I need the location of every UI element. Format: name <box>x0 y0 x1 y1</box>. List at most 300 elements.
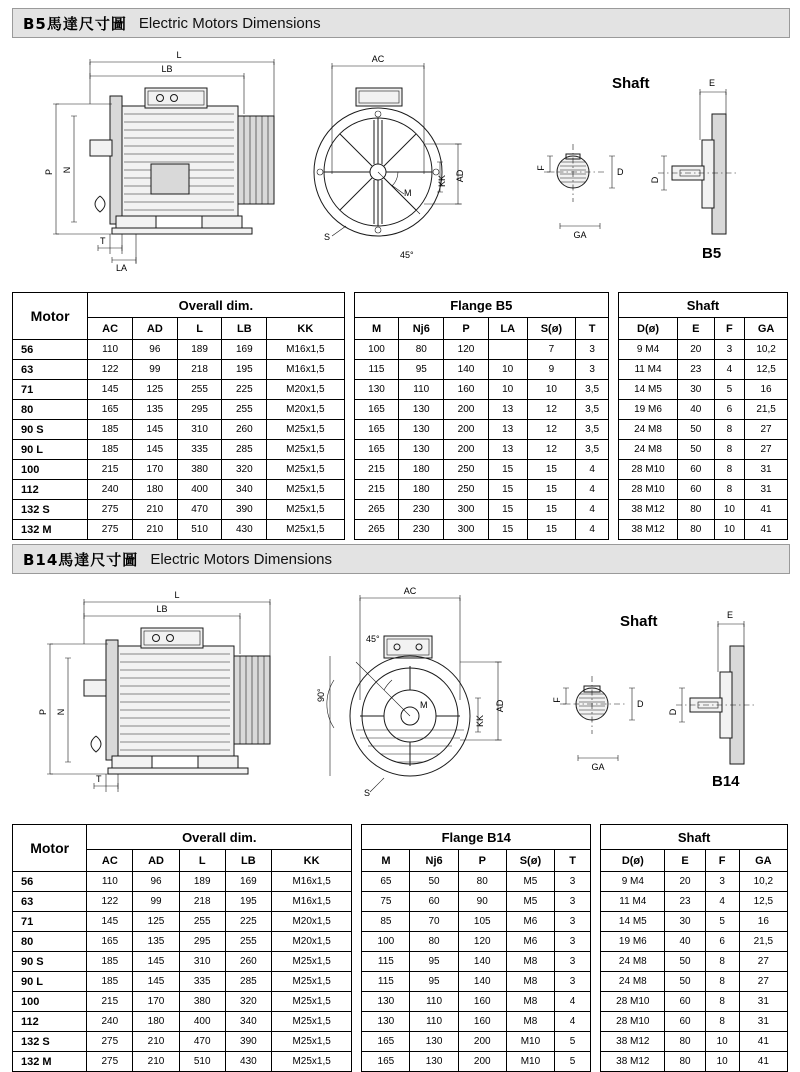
table-column-gap <box>352 932 362 952</box>
table-cell: 12 <box>527 420 576 440</box>
table-cell <box>488 340 527 360</box>
table-cell-model: 132 M <box>13 520 88 540</box>
table-cell-model: 71 <box>13 912 87 932</box>
table-cell: 189 <box>177 340 222 360</box>
table-cell: 122 <box>88 360 133 380</box>
table-cell-model: 100 <box>13 460 88 480</box>
table-column-gap <box>344 520 354 540</box>
table-b14-col-AD: AD <box>133 850 179 872</box>
table-cell: 10,2 <box>745 340 788 360</box>
table-cell: 28 M10 <box>619 460 678 480</box>
table-cell: 15 <box>527 500 576 520</box>
table-cell: 285 <box>222 440 267 460</box>
table-cell: 9 <box>527 360 576 380</box>
table-row <box>13 340 788 360</box>
dim-label-D2-b14: D <box>668 708 678 716</box>
table-cell: 31 <box>745 460 788 480</box>
table-b5-col-S: S(ø) <box>527 318 576 340</box>
table-cell: M25x1,5 <box>271 1052 351 1072</box>
table-row <box>13 1052 788 1072</box>
table-cell: 50 <box>678 440 715 460</box>
table-cell: 295 <box>177 400 222 420</box>
shaft-type-b14: B14 <box>712 773 740 790</box>
table-b5-col-AC: AC <box>88 318 133 340</box>
table-cell: 10 <box>488 380 527 400</box>
table-cell: 180 <box>132 480 177 500</box>
table-cell: 50 <box>665 952 705 972</box>
table-cell: 5 <box>714 380 745 400</box>
table-cell: 510 <box>179 1052 225 1072</box>
table-cell: 19 M6 <box>601 932 665 952</box>
table-cell: M5 <box>506 872 554 892</box>
table-cell: 165 <box>88 400 133 420</box>
table-cell: 11 M4 <box>619 360 678 380</box>
table-cell: 80 <box>410 932 458 952</box>
motor-side-view-b5 <box>44 50 274 273</box>
table-column-gap <box>591 912 601 932</box>
table-cell: 8 <box>705 952 739 972</box>
table-row <box>13 380 788 400</box>
table-cell: 28 M10 <box>619 480 678 500</box>
table-cell: 60 <box>678 460 715 480</box>
table-cell: 100 <box>362 932 410 952</box>
table-cell: 99 <box>133 892 179 912</box>
table-cell: M8 <box>506 1012 554 1032</box>
table-cell: 430 <box>225 1052 271 1072</box>
table-cell: 145 <box>133 952 179 972</box>
table-column-gap <box>608 380 618 400</box>
table-cell: 24 M8 <box>601 972 665 992</box>
table-row <box>13 912 788 932</box>
table-cell: 169 <box>225 872 271 892</box>
table-cell: 125 <box>133 912 179 932</box>
table-column-gap <box>352 912 362 932</box>
table-cell: M20x1,5 <box>267 400 344 420</box>
table-b5-col-LB: LB <box>222 318 267 340</box>
table-cell: 8 <box>714 420 745 440</box>
table-cell: 50 <box>410 872 458 892</box>
table-cell: 4 <box>705 892 739 912</box>
table-row <box>13 420 788 440</box>
table-cell-model: 90 L <box>13 440 88 460</box>
table-b5-group-shaft: Shaft <box>619 293 788 318</box>
table-cell: 15 <box>527 460 576 480</box>
table-row <box>13 440 788 460</box>
table-cell: 80 <box>665 1052 705 1072</box>
table-cell: M25x1,5 <box>267 460 344 480</box>
table-column-gap <box>352 1052 362 1072</box>
table-cell: 3 <box>555 972 591 992</box>
section-title-cjk-b14: B14馬達尺寸圖 <box>23 550 139 569</box>
table-cell: 60 <box>665 992 705 1012</box>
table-cell: M6 <box>506 932 554 952</box>
table-cell: 38 M12 <box>601 1052 665 1072</box>
table-column-gap <box>608 460 618 480</box>
table-cell: 240 <box>87 1012 133 1032</box>
table-cell: M25x1,5 <box>271 992 351 1012</box>
table-cell: M20x1,5 <box>267 380 344 400</box>
section-header-b14 <box>12 544 790 574</box>
table-cell: 4 <box>714 360 745 380</box>
table-cell: 215 <box>88 460 133 480</box>
table-cell: 218 <box>179 892 225 912</box>
table-column-gap <box>591 1012 601 1032</box>
table-cell: 41 <box>739 1052 787 1072</box>
table-cell: 96 <box>133 872 179 892</box>
table-column-gap <box>608 360 618 380</box>
table-cell: 380 <box>179 992 225 1012</box>
table-cell: M25x1,5 <box>271 952 351 972</box>
table-cell: 4 <box>576 480 609 500</box>
table-b14-col-KK: KK <box>271 850 351 872</box>
table-cell: 13 <box>488 440 527 460</box>
table-cell: 8 <box>705 972 739 992</box>
dim-label-P-b14: P <box>38 708 48 716</box>
table-cell: 135 <box>132 400 177 420</box>
table-b5-col-KK: KK <box>267 318 344 340</box>
section-title-cjk-b5: B5馬達尺寸圖 <box>23 14 127 33</box>
table-cell: 15 <box>488 460 527 480</box>
table-cell: 38 M12 <box>619 520 678 540</box>
table-b5-col-GA: GA <box>745 318 788 340</box>
table-cell: M16x1,5 <box>267 340 344 360</box>
table-cell: 340 <box>222 480 267 500</box>
table-cell: 5 <box>555 1032 591 1052</box>
table-cell: 10 <box>705 1032 739 1052</box>
table-cell: 140 <box>458 972 506 992</box>
dim-label-AC-b14: AC <box>403 586 417 596</box>
table-cell: 30 <box>665 912 705 932</box>
table-cell: M8 <box>506 952 554 972</box>
table-cell: 80 <box>458 872 506 892</box>
table-cell: 400 <box>179 1012 225 1032</box>
table-cell: 8 <box>714 440 745 460</box>
table-row <box>13 952 788 972</box>
table-row <box>13 892 788 912</box>
table-cell: 140 <box>444 360 489 380</box>
table-cell: 27 <box>739 952 787 972</box>
dim-label-T-b14: T <box>96 774 102 784</box>
table-cell: 265 <box>354 520 399 540</box>
table-b14-col-S: S(ø) <box>506 850 554 872</box>
table-cell: M25x1,5 <box>267 500 344 520</box>
table-cell: 75 <box>362 892 410 912</box>
table-row <box>13 992 788 1012</box>
table-b14 <box>12 824 788 1072</box>
table-cell: 225 <box>225 912 271 932</box>
table-cell: 5 <box>705 912 739 932</box>
table-cell: 165 <box>354 420 399 440</box>
table-cell: 80 <box>399 340 444 360</box>
section-title-en-b5: Electric Motors Dimensions <box>138 14 321 32</box>
table-b5 <box>12 292 788 540</box>
table-b5-motor-header: Motor <box>13 293 88 340</box>
table-b5-col-M: M <box>354 318 399 340</box>
table-b14-group-shaft: Shaft <box>601 825 788 850</box>
table-column-gap <box>608 420 618 440</box>
table-cell: 60 <box>678 480 715 500</box>
table-b14-col-GA: GA <box>739 850 787 872</box>
table-cell: 3,5 <box>576 440 609 460</box>
table-column-gap <box>608 440 618 460</box>
table-cell: 250 <box>444 480 489 500</box>
table-cell: 12,5 <box>745 360 788 380</box>
table-cell: 195 <box>222 360 267 380</box>
table-column-gap <box>591 892 601 912</box>
dim-label-S-b14: S <box>364 788 371 798</box>
dim-label-D: D <box>617 167 624 177</box>
table-column-gap <box>591 992 601 1012</box>
table-cell: M25x1,5 <box>271 1012 351 1032</box>
table-column-gap <box>352 872 362 892</box>
table-cell: 165 <box>87 932 133 952</box>
table-cell: M10 <box>506 1052 554 1072</box>
shaft-title-b5: Shaft <box>612 75 650 92</box>
table-cell: 210 <box>133 1052 179 1072</box>
table-column-gap <box>352 1032 362 1052</box>
table-cell: 115 <box>354 360 399 380</box>
table-cell: 125 <box>132 380 177 400</box>
table-cell: 4 <box>555 1012 591 1032</box>
table-cell: 230 <box>399 520 444 540</box>
table-cell: 135 <box>133 932 179 952</box>
table-cell: 41 <box>745 500 788 520</box>
table-column-gap <box>608 520 618 540</box>
table-cell: 4 <box>576 520 609 540</box>
table-cell: 20 <box>665 872 705 892</box>
table-b14-group-flange: Flange B14 <box>362 825 591 850</box>
table-b14-col-M: M <box>362 850 410 872</box>
table-cell: 40 <box>678 400 715 420</box>
table-cell: 8 <box>714 480 745 500</box>
table-cell: 99 <box>132 360 177 380</box>
table-cell: 9 M4 <box>601 872 665 892</box>
table-cell: M20x1,5 <box>271 932 351 952</box>
table-cell: 3,5 <box>576 420 609 440</box>
table-cell: 335 <box>177 440 222 460</box>
table-column-gap <box>608 480 618 500</box>
dim-label-D-b14: D <box>637 699 644 709</box>
table-cell: 50 <box>665 972 705 992</box>
table-cell: 3 <box>714 340 745 360</box>
table-b5-col-AD: AD <box>132 318 177 340</box>
table-cell: 189 <box>179 872 225 892</box>
table-cell: 320 <box>222 460 267 480</box>
table-cell: 60 <box>410 892 458 912</box>
table-column-gap <box>344 380 354 400</box>
dim-label-GA: GA <box>573 230 587 240</box>
table-cell: 275 <box>87 1052 133 1072</box>
table-cell: 31 <box>739 992 787 1012</box>
table-cell: 7 <box>527 340 576 360</box>
table-cell: 130 <box>362 1012 410 1032</box>
table-cell: 185 <box>87 972 133 992</box>
table-cell: 90 <box>458 892 506 912</box>
table-cell: 470 <box>179 1032 225 1052</box>
table-cell: 4 <box>576 460 609 480</box>
table-cell-model: 100 <box>13 992 87 1012</box>
table-column-gap <box>591 932 601 952</box>
table-column-gap <box>591 872 601 892</box>
dim-label-LB-b14: LB <box>156 604 168 614</box>
dim-label-AD: AD <box>455 169 465 183</box>
table-cell: 145 <box>132 440 177 460</box>
table-cell: M5 <box>506 892 554 912</box>
table-column-gap <box>344 360 354 380</box>
table-column-gap <box>352 952 362 972</box>
table-cell: 115 <box>362 972 410 992</box>
table-cell: M25x1,5 <box>267 520 344 540</box>
table-column-gap <box>608 400 618 420</box>
table-cell: 30 <box>678 380 715 400</box>
table-cell: 130 <box>399 420 444 440</box>
table-cell: 380 <box>177 460 222 480</box>
table-cell: 3 <box>705 872 739 892</box>
table-column-gap <box>344 500 354 520</box>
table-cell: 255 <box>225 932 271 952</box>
table-cell: 320 <box>225 992 271 1012</box>
table-cell: 8 <box>705 992 739 1012</box>
table-cell: 31 <box>745 480 788 500</box>
table-b5-col-Nj6: Nj6 <box>399 318 444 340</box>
table-cell: 400 <box>177 480 222 500</box>
table-cell: 80 <box>678 500 715 520</box>
table-cell-model: 90 S <box>13 952 87 972</box>
table-b14-motor-header: Motor <box>13 825 87 872</box>
table-cell: 275 <box>88 520 133 540</box>
table-cell: 12,5 <box>739 892 787 912</box>
shaft-title-b14: Shaft <box>620 613 658 630</box>
dim-label-F: F <box>536 165 546 171</box>
table-column-gap <box>608 500 618 520</box>
dim-label-angle45-b14: 45° <box>366 634 380 644</box>
table-cell: 130 <box>410 1032 458 1052</box>
table-cell: 215 <box>87 992 133 1012</box>
table-b5-col-E: E <box>678 318 715 340</box>
table-b14-col-D: D(ø) <box>601 850 665 872</box>
table-b14-col-T: T <box>555 850 591 872</box>
table-row <box>13 360 788 380</box>
table-cell: 27 <box>745 420 788 440</box>
dim-label-E-b14: E <box>726 610 734 620</box>
table-cell: 3 <box>555 952 591 972</box>
table-cell: 210 <box>133 1032 179 1052</box>
table-cell-model: 90 S <box>13 420 88 440</box>
table-column-gap <box>352 1012 362 1032</box>
table-b14-col-AC: AC <box>87 850 133 872</box>
table-cell: 27 <box>739 972 787 992</box>
table-cell: 145 <box>133 972 179 992</box>
table-b5-col-T: T <box>576 318 609 340</box>
table-cell: 285 <box>225 972 271 992</box>
table-b5-col-LA: LA <box>488 318 527 340</box>
table-cell: 340 <box>225 1012 271 1032</box>
table-row <box>13 520 788 540</box>
table-row <box>13 1032 788 1052</box>
table-cell: 27 <box>745 440 788 460</box>
table-column-gap <box>344 480 354 500</box>
table-cell: 105 <box>458 912 506 932</box>
table-cell: 180 <box>399 460 444 480</box>
table-cell: 195 <box>225 892 271 912</box>
table-cell: 96 <box>132 340 177 360</box>
table-cell: M16x1,5 <box>271 872 351 892</box>
table-b5-group-overall: Overall dim. <box>88 293 344 318</box>
table-cell: 145 <box>87 912 133 932</box>
dim-label-KK-b14: KK <box>475 714 485 728</box>
table-cell: 110 <box>399 380 444 400</box>
table-cell: 130 <box>354 380 399 400</box>
table-cell-model: 90 L <box>13 972 87 992</box>
table-cell: 115 <box>362 952 410 972</box>
table-cell: 210 <box>132 500 177 520</box>
table-cell: 11 M4 <box>601 892 665 912</box>
table-cell: 50 <box>678 420 715 440</box>
table-b14-group-overall: Overall dim. <box>87 825 352 850</box>
table-column-gap <box>608 340 618 360</box>
table-cell: 295 <box>179 932 225 952</box>
table-cell: 255 <box>179 912 225 932</box>
table-cell: 95 <box>410 952 458 972</box>
table-cell: 60 <box>665 1012 705 1032</box>
table-cell: 3,5 <box>576 380 609 400</box>
table-cell: 10 <box>705 1052 739 1072</box>
table-cell: M25x1,5 <box>271 972 351 992</box>
table-cell-model: 80 <box>13 932 87 952</box>
table-cell: 170 <box>132 460 177 480</box>
table-cell: 41 <box>739 1032 787 1052</box>
table-cell: 215 <box>354 480 399 500</box>
table-cell: 390 <box>225 1032 271 1052</box>
table-cell: 21,5 <box>739 932 787 952</box>
table-cell-model: 80 <box>13 400 88 420</box>
table-cell: M16x1,5 <box>271 892 351 912</box>
table-cell: 200 <box>444 420 489 440</box>
drawing-b14 <box>12 580 788 818</box>
table-cell: 95 <box>399 360 444 380</box>
table-cell: 120 <box>444 340 489 360</box>
table-cell: 120 <box>458 932 506 952</box>
drawing-b5 <box>12 44 788 284</box>
table-column-gap <box>344 400 354 420</box>
table-row <box>13 972 788 992</box>
table-cell: 165 <box>354 440 399 460</box>
table-cell: M16x1,5 <box>267 360 344 380</box>
table-cell: 15 <box>488 480 527 500</box>
table-b14-col-Nj6: Nj6 <box>410 850 458 872</box>
table-cell-model: 56 <box>13 340 88 360</box>
table-row <box>13 400 788 420</box>
table-cell: 160 <box>444 380 489 400</box>
table-cell: 3,5 <box>576 400 609 420</box>
table-cell-model: 63 <box>13 360 88 380</box>
table-cell: 14 M5 <box>601 912 665 932</box>
table-cell: 21,5 <box>745 400 788 420</box>
table-cell: 15 <box>488 520 527 540</box>
table-cell: 95 <box>410 972 458 992</box>
table-b5-group-flange: Flange B5 <box>354 293 608 318</box>
table-cell: 23 <box>665 892 705 912</box>
dim-label-L-b14: L <box>174 590 180 600</box>
table-cell-model: 71 <box>13 380 88 400</box>
table-cell: 470 <box>177 500 222 520</box>
table-cell: 218 <box>177 360 222 380</box>
table-cell: 180 <box>399 480 444 500</box>
table-cell: 165 <box>354 400 399 420</box>
table-cell: 275 <box>87 1032 133 1052</box>
table-column-gap <box>591 1032 601 1052</box>
table-cell: 300 <box>444 520 489 540</box>
